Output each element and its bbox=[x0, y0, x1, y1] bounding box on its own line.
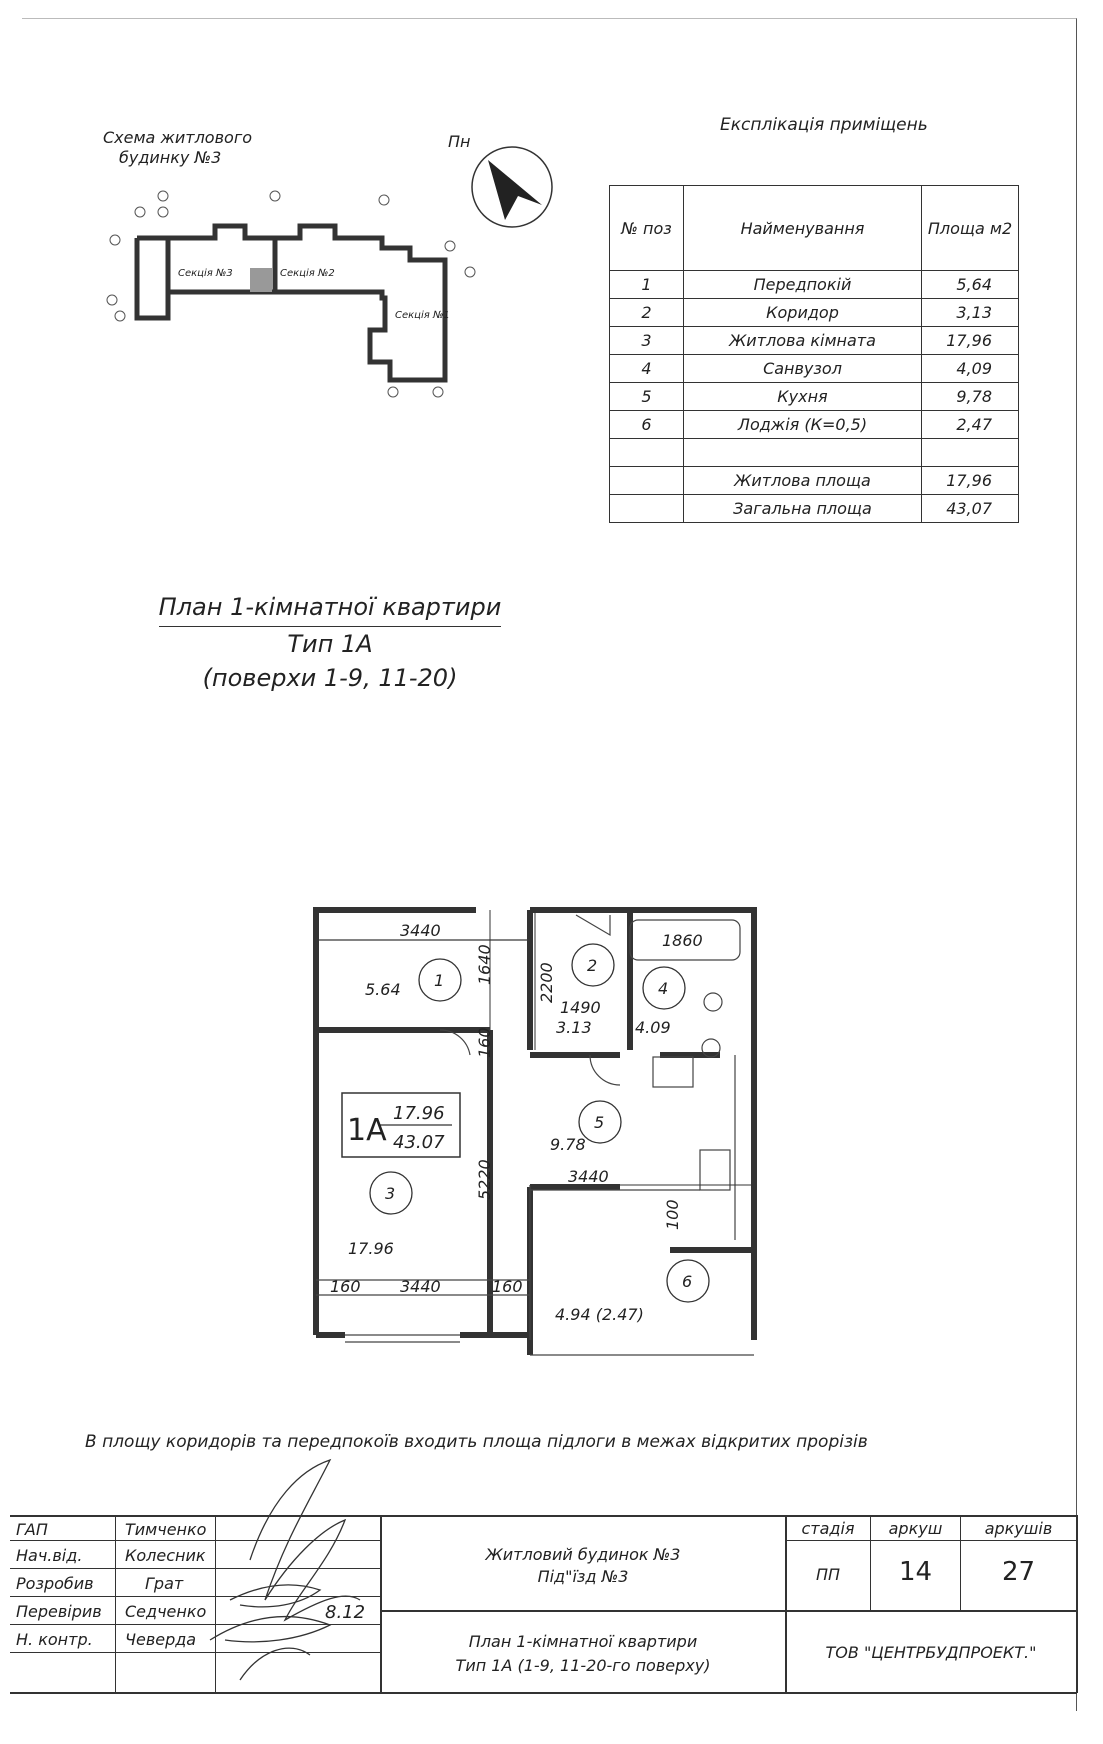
name-3: Грат bbox=[145, 1574, 184, 1593]
row-name: Житлова кімната bbox=[684, 327, 922, 355]
living-area-row bbox=[610, 467, 1019, 495]
scheme-hatch bbox=[250, 268, 272, 292]
row-area: 2,47 bbox=[922, 411, 1019, 439]
stage-label: стадія bbox=[801, 1519, 855, 1538]
plan-title-line3: (поверхи 1-9, 11-20) bbox=[202, 664, 458, 692]
scheme-section2-label: Секція №2 bbox=[280, 268, 335, 279]
entrance-name: Під"їзд №3 bbox=[537, 1567, 629, 1586]
row-area: 5,64 bbox=[922, 271, 1019, 299]
sheets-label: аркушів bbox=[984, 1519, 1053, 1538]
dim-5220: 5220 bbox=[475, 1159, 494, 1200]
type-living: 17.96 bbox=[393, 1103, 445, 1124]
dim-1490: 1490 bbox=[560, 998, 601, 1017]
row-area: 3,13 bbox=[922, 299, 1019, 327]
total-area-value: 43,07 bbox=[922, 495, 1019, 523]
area-3: 17.96 bbox=[348, 1239, 394, 1258]
row-area: 9,78 bbox=[922, 383, 1019, 411]
role-norm-control: Н. контр. bbox=[16, 1630, 93, 1649]
type-total: 43.07 bbox=[393, 1132, 445, 1153]
dim-3440-bottom: 3440 bbox=[400, 1277, 441, 1296]
dim-3440-kitchen: 3440 bbox=[568, 1167, 609, 1186]
header-num: № поз bbox=[610, 186, 684, 271]
room-4-number: 4 bbox=[658, 979, 669, 998]
role-checker: Перевірив bbox=[16, 1602, 102, 1621]
plan-title-line2: Тип 1А bbox=[287, 630, 373, 658]
table-row bbox=[610, 411, 1019, 439]
table-row-empty bbox=[610, 439, 1019, 467]
sign-date: 8.12 bbox=[325, 1602, 366, 1623]
row-num: 1 bbox=[610, 271, 684, 299]
row-num: 3 bbox=[610, 327, 684, 355]
row-name: Передпокій bbox=[684, 271, 922, 299]
table-row bbox=[610, 299, 1019, 327]
building-scheme bbox=[137, 226, 445, 380]
explication-table bbox=[609, 185, 1019, 523]
name-2: Колесник bbox=[125, 1546, 206, 1565]
dim-160-left: 160 bbox=[330, 1277, 361, 1296]
explication-header-row bbox=[610, 186, 1019, 271]
plan-title-line1: План 1-кімнатної квартири bbox=[159, 590, 502, 627]
room-6-number: 6 bbox=[682, 1272, 693, 1291]
table-row bbox=[610, 383, 1019, 411]
total-area-row bbox=[610, 495, 1019, 523]
stage-value: ПП bbox=[815, 1565, 841, 1584]
area-2: 3.13 bbox=[556, 1018, 592, 1037]
company-name: ТОВ "ЦЕНТРБУДПРОЕКТ." bbox=[825, 1643, 1037, 1662]
table-row bbox=[610, 355, 1019, 383]
row-name: Санвузол bbox=[684, 355, 922, 383]
row-area: 17,96 bbox=[922, 327, 1019, 355]
dim-100: 100 bbox=[663, 1199, 682, 1230]
sheet-title-1: План 1-кімнатної квартири bbox=[468, 1632, 698, 1651]
dim-160-right: 160 bbox=[492, 1277, 523, 1296]
table-row bbox=[610, 271, 1019, 299]
plan-title bbox=[130, 590, 530, 695]
area-4: 4.09 bbox=[635, 1018, 671, 1037]
row-name: Лоджія (К=0,5) bbox=[684, 411, 922, 439]
row-num: 4 bbox=[610, 355, 684, 383]
scheme-title: Схема житлового будинку №3 bbox=[103, 128, 253, 167]
name-5: Чеверда bbox=[125, 1630, 197, 1649]
sheet-label: аркуш bbox=[888, 1519, 943, 1538]
row-num: 2 bbox=[610, 299, 684, 327]
title-block bbox=[10, 1515, 1077, 1693]
area-1: 5.64 bbox=[365, 980, 401, 999]
north-label: Пн bbox=[448, 132, 471, 151]
dim-160-mid: 160 bbox=[475, 1027, 494, 1058]
room-2-number: 2 bbox=[587, 956, 598, 975]
dim-3440-top: 3440 bbox=[400, 921, 441, 940]
header-area: Площа м2 bbox=[922, 186, 1019, 271]
explication-title: Експлікація приміщень bbox=[720, 115, 928, 135]
area-note: В площу коридорів та передпокоїв входить площа підлоги в межах відкритих прорізів bbox=[85, 1432, 868, 1452]
area-5: 9.78 bbox=[550, 1135, 586, 1154]
area-6: 4.94 (2.47) bbox=[555, 1305, 644, 1324]
project-name: Житловий будинок №3 bbox=[485, 1545, 681, 1564]
room-3-number: 3 bbox=[385, 1184, 396, 1203]
room-1-number: 1 bbox=[434, 971, 445, 990]
row-area: 4,09 bbox=[922, 355, 1019, 383]
role-head: Нач.від. bbox=[16, 1546, 83, 1565]
living-area-value: 17,96 bbox=[922, 467, 1019, 495]
name-4: Седченко bbox=[125, 1602, 207, 1621]
sheet-title-2: Тип 1А (1-9, 11-20-го поверху) bbox=[455, 1656, 711, 1675]
dim-1860: 1860 bbox=[662, 931, 703, 950]
living-area-label: Житлова площа bbox=[684, 467, 922, 495]
header-name: Найменування bbox=[684, 186, 922, 271]
dim-2200: 2200 bbox=[537, 962, 556, 1003]
type-label: 1А bbox=[347, 1113, 387, 1148]
row-num: 6 bbox=[610, 411, 684, 439]
sheets-value: 27 bbox=[1001, 1557, 1036, 1587]
role-gap: ГАП bbox=[16, 1520, 48, 1539]
sheet-value: 14 bbox=[898, 1557, 933, 1587]
total-area-label: Загальна площа bbox=[684, 495, 922, 523]
role-developer: Розробив bbox=[16, 1574, 94, 1593]
name-1: Тимченко bbox=[125, 1520, 207, 1539]
row-name: Коридор bbox=[684, 299, 922, 327]
north-arrow-icon bbox=[472, 147, 552, 227]
room-5-number: 5 bbox=[594, 1113, 605, 1132]
row-num: 5 bbox=[610, 383, 684, 411]
dim-1640: 1640 bbox=[475, 944, 494, 985]
scheme-section3-label: Секція №3 bbox=[178, 268, 233, 279]
scheme-section1-label: Секція №1 bbox=[395, 310, 450, 321]
table-row bbox=[610, 327, 1019, 355]
row-name: Кухня bbox=[684, 383, 922, 411]
